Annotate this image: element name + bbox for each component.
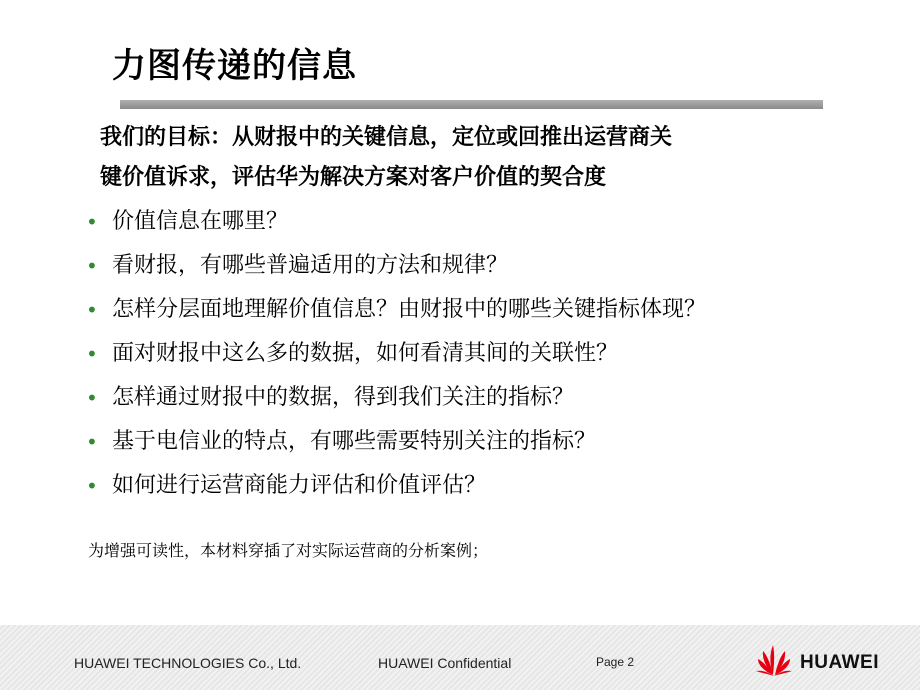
bullet-icon: • xyxy=(86,430,98,454)
footer-confidential: HUAWEI Confidential xyxy=(378,655,512,671)
slide-title: 力图传递的信息 xyxy=(112,46,357,86)
readability-note: 为增强可读性，本材料穿插了对实际运营商的分析案例； xyxy=(88,541,489,560)
list-item xyxy=(86,464,706,508)
list-item-text: 面对财报中这么多的数据，如何看清其间的关联性？ xyxy=(112,341,619,366)
goal-line-1: 我们的目标：从财报中的关键信息，定位或回推出运营商关 xyxy=(100,125,673,150)
list-item-text: 看财报，有哪些普遍适用的方法和规律？ xyxy=(112,253,509,278)
list-item xyxy=(86,332,706,376)
list-item xyxy=(86,288,706,332)
list-item xyxy=(86,420,706,464)
list-item xyxy=(86,376,706,420)
title-underline-bar xyxy=(120,100,823,109)
goal-statement xyxy=(100,118,800,198)
page-number: Page 2 xyxy=(596,655,635,669)
list-item xyxy=(86,244,706,288)
bullet-icon: • xyxy=(86,254,98,278)
bullet-icon: • xyxy=(86,342,98,366)
bullet-icon: • xyxy=(86,298,98,322)
huawei-wordmark: HUAWEI xyxy=(800,652,879,673)
huawei-petal-logo-icon xyxy=(754,641,794,677)
list-item-text: 价值信息在哪里？ xyxy=(112,209,289,234)
footer-company: HUAWEI TECHNOLOGIES Co., Ltd. xyxy=(74,655,302,671)
bullet-icon: • xyxy=(86,386,98,410)
list-item xyxy=(86,200,706,244)
list-item-text: 怎样分层面地理解价值信息？由财报中的哪些关键指标体现？ xyxy=(112,297,707,322)
list-item-text: 如何进行运营商能力评估和价值评估？ xyxy=(112,473,487,498)
list-item-text: 怎样通过财报中的数据，得到我们关注的指标？ xyxy=(112,385,575,410)
bullet-icon: • xyxy=(86,474,98,498)
question-list xyxy=(86,200,706,508)
list-item-text: 基于电信业的特点，有哪些需要特别关注的指标？ xyxy=(112,429,597,454)
goal-line-2: 键价值诉求，评估华为解决方案对客户价值的契合度 xyxy=(100,165,607,190)
bullet-icon: • xyxy=(86,210,98,234)
